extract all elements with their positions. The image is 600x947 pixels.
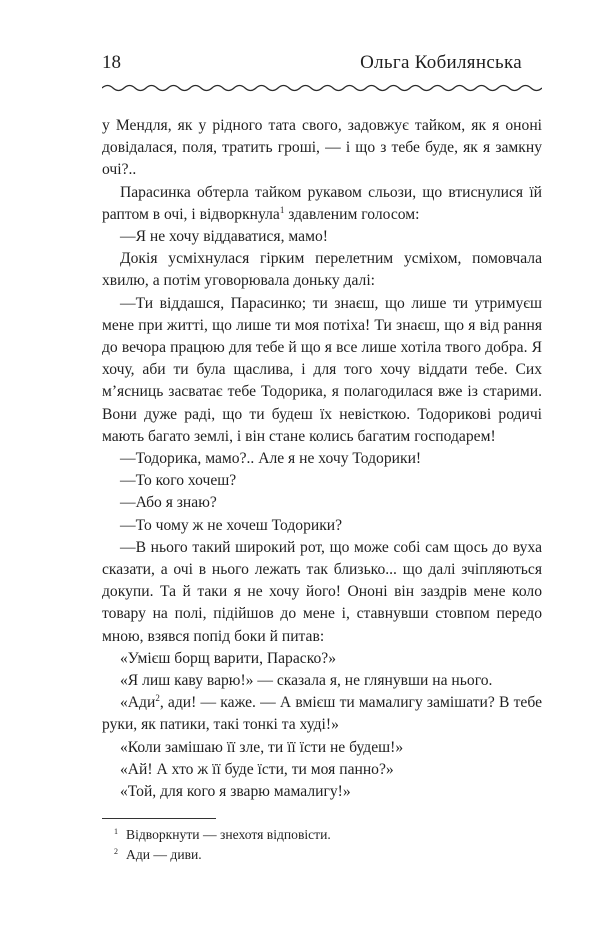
paragraph: Парасинка обтерла тайком рукавом сльози, що втиснулися їй раптом в очі, і відворкнула$^1$ здавленим голосом: [102,183,542,223]
paragraph: «Коли замішаю її зле, ти її їсти не будеш!» [120,738,404,756]
footnote-mark: 2 [114,846,118,856]
footnote: $^1$ Відворкнути — знехотя відповісти. [114,827,331,842]
footnote-mark: 1 [114,827,118,836]
footnotes [114,825,534,864]
paragraph: «Я лиш каву варю!» — сказала я, не глянувши на нього. [120,672,493,690]
paragraph: Докія усміхнулася гірким перелетним усміхом, помовчала хвилю, а потім уговорювала доньку далі: [102,250,542,290]
paragraph: —Тодорика, мамо?.. Але я не хочу Тодорики! [120,450,422,468]
paragraph: —То чому ж не хочеш Тодорики? [120,516,343,534]
running-title: Ольга Кобилянська [360,52,522,73]
page-number: 18 [102,52,121,73]
paragraph: «Той, для кого я зварю мамалигу!» [120,783,351,801]
body-text [102,115,542,803]
paragraph: у Мендля, як у рідного тата свого, задовжує тайком, як я ононі довідалася, поля, тратить гроші, — і що з тебе буде, як я замкну очі?.. [102,117,542,179]
paragraph: «Умієш борщ варити, Параско?» [120,649,336,667]
paragraph: —Або я знаю? [120,494,217,512]
paragraph: —В нього такий широкий рот, що може собі сам щось до вуха сказати, а очі в нього лежать так близько... що далі зчіпляються докупи. Та й таки я не хочу його! Ононі він заздрів мене коло товару на полі, підійшов до мене і, ставнувши стовпом передо мною, взявся попід боки й питав: [102,538,542,645]
footnote-ref: 2 [155,693,160,704]
paragraph: «Ади$^2$, ади! — каже. — А вмієш ти мамалигу замішати? В тебе руки, як патики, такі тонкі та худі!» [102,693,542,734]
paragraph: «Ай! А хто ж її буде їсти, ти моя панно?» [120,760,394,778]
paragraph: —То кого хочеш? [120,472,237,490]
paragraph: —Ти віддашся, Парасинко; ти знаєш, що лише ти утримуєш мене при житті, що лише ти моя потіха! Ти знаєш, що я від рання до вечора працюю для тебе й що я все лише хотіла твого добра. Я хочу, аби ти була щаслива, і для того хочу віддати тебе. Сих м’ясниць засватає тебе Тодорика, я полагодилася вже із старими. Вони дуже раді, що ти будеш їх невісткою. Тодорикові родичі мають багато землі, і він стане колись багатим господарем! [102,294,542,445]
wavy-divider [102,83,542,93]
running-header [102,52,522,78]
footnote: $^2$ Ади — диви. [114,846,202,862]
footnote-ref: 1 [279,204,285,215]
footnote-divider [102,818,216,819]
paragraph: —Я не хочу віддаватися, мамо! [120,228,328,246]
